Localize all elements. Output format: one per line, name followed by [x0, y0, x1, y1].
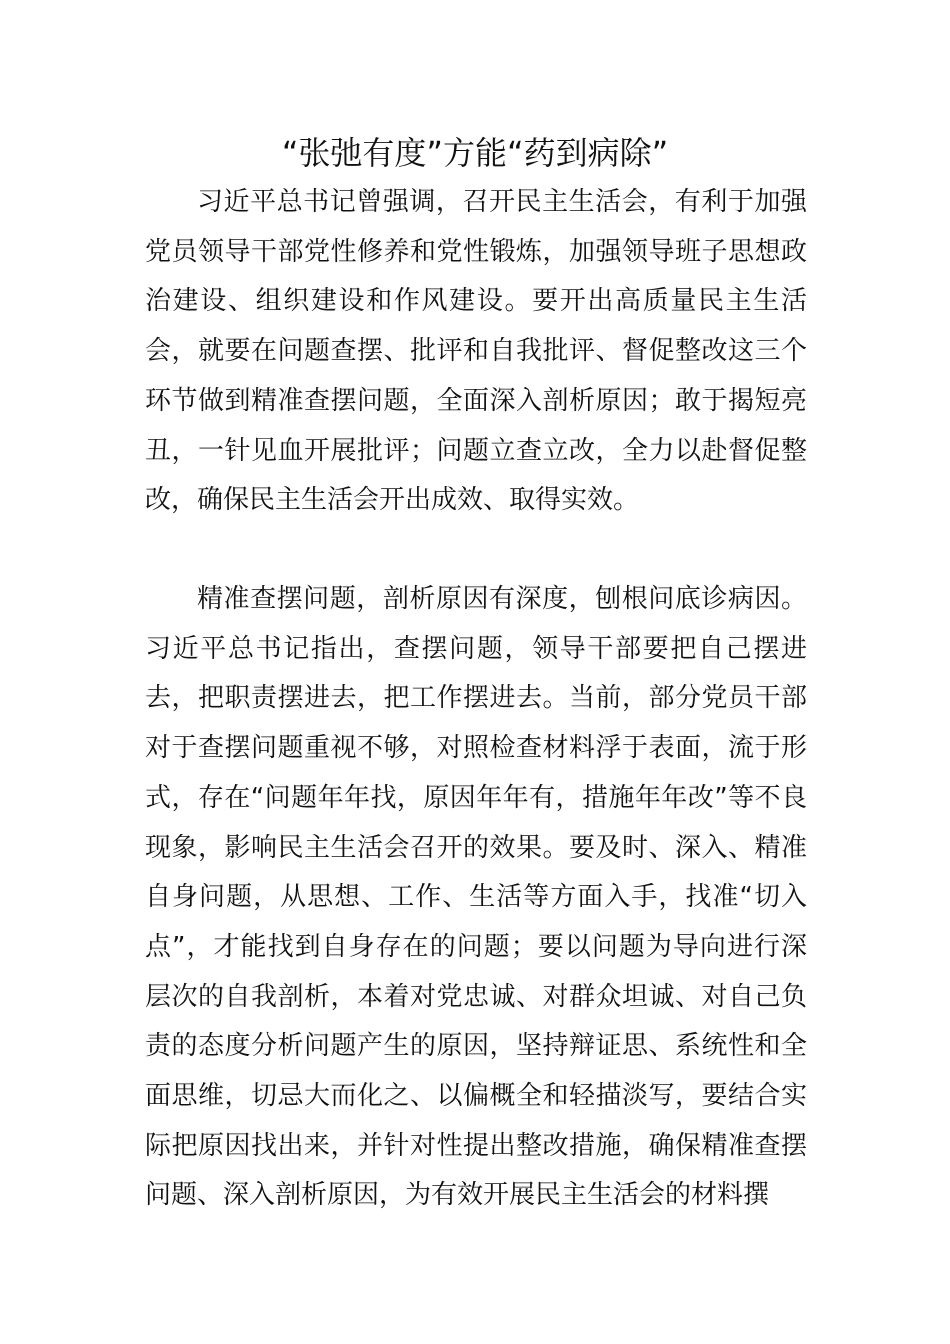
paragraph-intro: 习近平总书记曾强调，召开民主生活会，有利于加强党员领导干部党性修养和党性锻炼，加强领导班子思想政治建设、组织建设和作风建设。要开出高质量民主生活会，就要在问题查摆、批评和自我批评、督促整改这三个环节做到精准查摆问题，全面深入剖析原因；敢于揭短亮丑，一针见血开展批评；问题立查立改，全力以赴督促整改，确保民主生活会开出成效、取得实效。 — [145, 187, 807, 516]
document-title: “张弛有度”方能“药到病除” — [281, 134, 669, 172]
paragraph-problem-analysis: 精准查摆问题，剖析原因有深度，刨根问底诊病因。习近平总书记指出，查摆问题，领导干部要把自己摆进去，把职责摆进去，把工作摆进去。当前，部分党员干部对于查摆问题重视不够，对照检查材料浮于表面，流于形式，存在“问题年年找，原因年年有，措施年年改”等不良现象，影响民主生活会召开的效果。要及时、深入、精准自身问题，从思想、工作、生活等方面入手，找准“切入点”，才能找到自身存在的问题；要以问题为导向进行深层次的自我剖析，本着对党忠诚、对群众坦诚、对自己负责的态度分析问题产生的原因，坚持辩证思、系统性和全面思维，切忌大而化之、以偏概全和轻描淡写，要结合实际把原因找出来，并针对性提出整改措施，确保精准查摆问题、深入剖析原因，为有效开展民主生活会的材料撰 — [145, 584, 807, 1211]
